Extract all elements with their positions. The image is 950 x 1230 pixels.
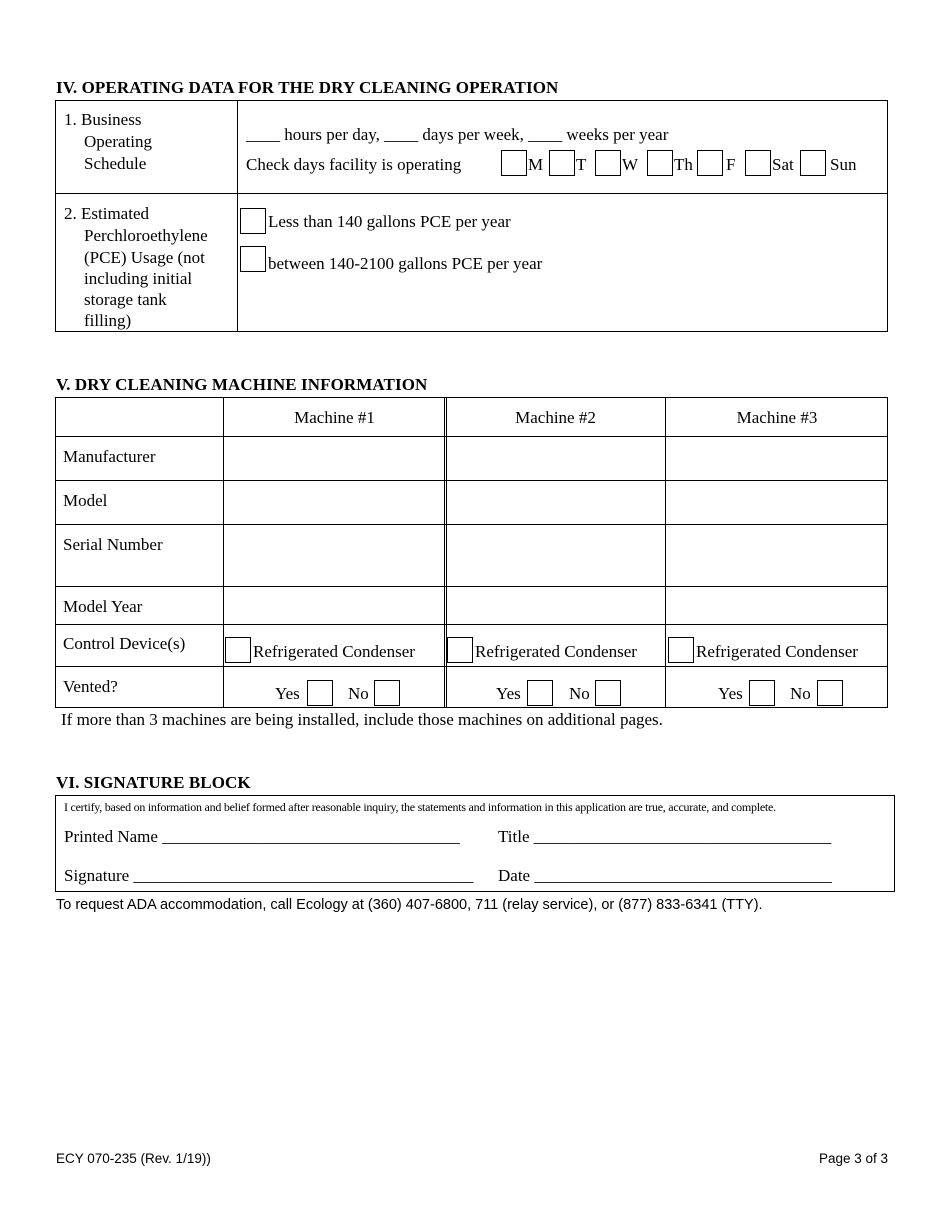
pce-usage-label-5: storage tank: [84, 290, 167, 309]
day-label-sun: Sun: [830, 155, 857, 174]
pce-usage-label-3: (PCE) Usage (not: [84, 248, 205, 267]
machine-1-refrigerated-condenser-label: Refrigerated Condenser: [253, 642, 415, 661]
row-label-serial-number: Serial Number: [63, 535, 163, 554]
pce-140-2100-label: between 140-2100 gallons PCE per year: [268, 254, 543, 273]
row-divider: [55, 193, 888, 194]
machine-3-refrigerated-condenser-label: Refrigerated Condenser: [696, 642, 858, 661]
machine-1-model-year-field[interactable]: [224, 587, 444, 624]
machine-2-vented-no-checkbox[interactable]: [595, 680, 621, 706]
day-label-th: Th: [674, 155, 693, 174]
machine-1-header: Machine #1: [294, 408, 375, 427]
day-label-t: T: [576, 155, 587, 174]
column-divider: [444, 397, 445, 708]
machine-1-manufacturer-field[interactable]: [224, 437, 444, 480]
row-label-model: Model: [63, 491, 108, 510]
certification-statement: I certify, based on information and belief formed after reasonable inquiry, the statements and information in this application are true, accurate, and complete.: [64, 800, 776, 814]
ada-accommodation-note: To request ADA accommodation, call Ecology at (360) 407-6800, 711 (relay service), or (877) 833-6341 (TTY).: [56, 897, 763, 913]
date-field[interactable]: Date ___________________________________: [498, 866, 832, 885]
machine-3-model-year-field[interactable]: [666, 587, 888, 624]
day-label-w: W: [622, 155, 639, 174]
machine-3-manufacturer-field[interactable]: [666, 437, 888, 480]
page-number: Page 3 of 3: [818, 1151, 888, 1166]
machine-3-no-label: No: [790, 684, 811, 703]
pce-less-than-140-label: Less than 140 gallons PCE per year: [268, 212, 511, 231]
section-4-title: IV. OPERATING DATA FOR THE DRY CLEANING OPERATION: [56, 78, 559, 97]
machine-1-serial-field[interactable]: [224, 525, 444, 586]
check-days-label: Check days facility is operating: [246, 155, 462, 174]
machine-3-refrigerated-condenser-checkbox[interactable]: [668, 637, 694, 663]
machine-1-refrigerated-condenser-checkbox[interactable]: [225, 637, 251, 663]
machine-3-vented-no-checkbox[interactable]: [817, 680, 843, 706]
machine-1-vented-yes-checkbox[interactable]: [307, 680, 333, 706]
additional-machines-note: If more than 3 machines are being installed, include those machines on additional pages.: [61, 710, 663, 729]
business-schedule-label-3: Schedule: [84, 154, 147, 173]
row-label-control-devices: Control Device(s): [63, 634, 186, 653]
day-checkbox-th[interactable]: [647, 150, 673, 176]
row-label-vented: Vented?: [63, 677, 118, 696]
pce-usage-label-1: 2. Estimated: [64, 204, 149, 223]
section-6-title: VI. SIGNATURE BLOCK: [56, 773, 251, 792]
schedule-line[interactable]: ____ hours per day, ____ days per week, ____ weeks per year: [246, 125, 669, 144]
row-divider: [55, 666, 888, 667]
pce-usage-label-6: filling): [84, 311, 132, 330]
day-checkbox-f[interactable]: [697, 150, 723, 176]
machine-3-model-field[interactable]: [666, 481, 888, 524]
machine-2-yes-label: Yes: [496, 684, 521, 703]
day-label-sat: Sat: [772, 155, 794, 174]
title-field[interactable]: Title ___________________________________: [498, 827, 832, 846]
machine-2-model-year-field[interactable]: [447, 587, 665, 624]
day-checkbox-sun[interactable]: [800, 150, 826, 176]
machine-1-model-field[interactable]: [224, 481, 444, 524]
column-divider: [237, 100, 238, 332]
row-divider: [55, 624, 888, 625]
form-identifier: ECY 070-235 (Rev. 1/19)): [56, 1151, 211, 1166]
pce-usage-label-2: Perchloroethylene: [84, 226, 208, 245]
printed-name-field[interactable]: Printed Name ___________________________________: [64, 827, 460, 846]
machine-3-yes-label: Yes: [718, 684, 743, 703]
business-schedule-label-2: Operating: [84, 132, 152, 151]
machine-1-no-label: No: [348, 684, 369, 703]
day-checkbox-sat[interactable]: [745, 150, 771, 176]
machine-2-refrigerated-condenser-checkbox[interactable]: [447, 637, 473, 663]
signature-field[interactable]: Signature ________________________________________: [64, 866, 474, 885]
day-label-m: M: [528, 155, 544, 174]
machine-2-serial-field[interactable]: [447, 525, 665, 586]
machine-2-no-label: No: [569, 684, 590, 703]
machine-2-vented-yes-checkbox[interactable]: [527, 680, 553, 706]
day-checkbox-t[interactable]: [549, 150, 575, 176]
pce-usage-label-4: including initial: [84, 269, 193, 288]
pce-140-2100-checkbox[interactable]: [240, 246, 266, 272]
machine-2-header: Machine #2: [515, 408, 596, 427]
machine-3-vented-yes-checkbox[interactable]: [749, 680, 775, 706]
day-checkbox-m[interactable]: [501, 150, 527, 176]
machine-2-model-field[interactable]: [447, 481, 665, 524]
business-schedule-label-1: 1. Business: [64, 110, 142, 129]
row-label-model-year: Model Year: [63, 597, 143, 616]
day-label-f: F: [726, 155, 736, 174]
day-checkbox-w[interactable]: [595, 150, 621, 176]
machine-2-refrigerated-condenser-label: Refrigerated Condenser: [475, 642, 637, 661]
machine-2-manufacturer-field[interactable]: [447, 437, 665, 480]
machine-3-serial-field[interactable]: [666, 525, 888, 586]
machine-1-yes-label: Yes: [275, 684, 300, 703]
machine-3-header: Machine #3: [736, 408, 818, 427]
pce-less-than-140-checkbox[interactable]: [240, 208, 266, 234]
section-5-title: V. DRY CLEANING MACHINE INFORMATION: [56, 375, 428, 394]
row-label-manufacturer: Manufacturer: [63, 447, 156, 466]
machine-1-vented-no-checkbox[interactable]: [374, 680, 400, 706]
